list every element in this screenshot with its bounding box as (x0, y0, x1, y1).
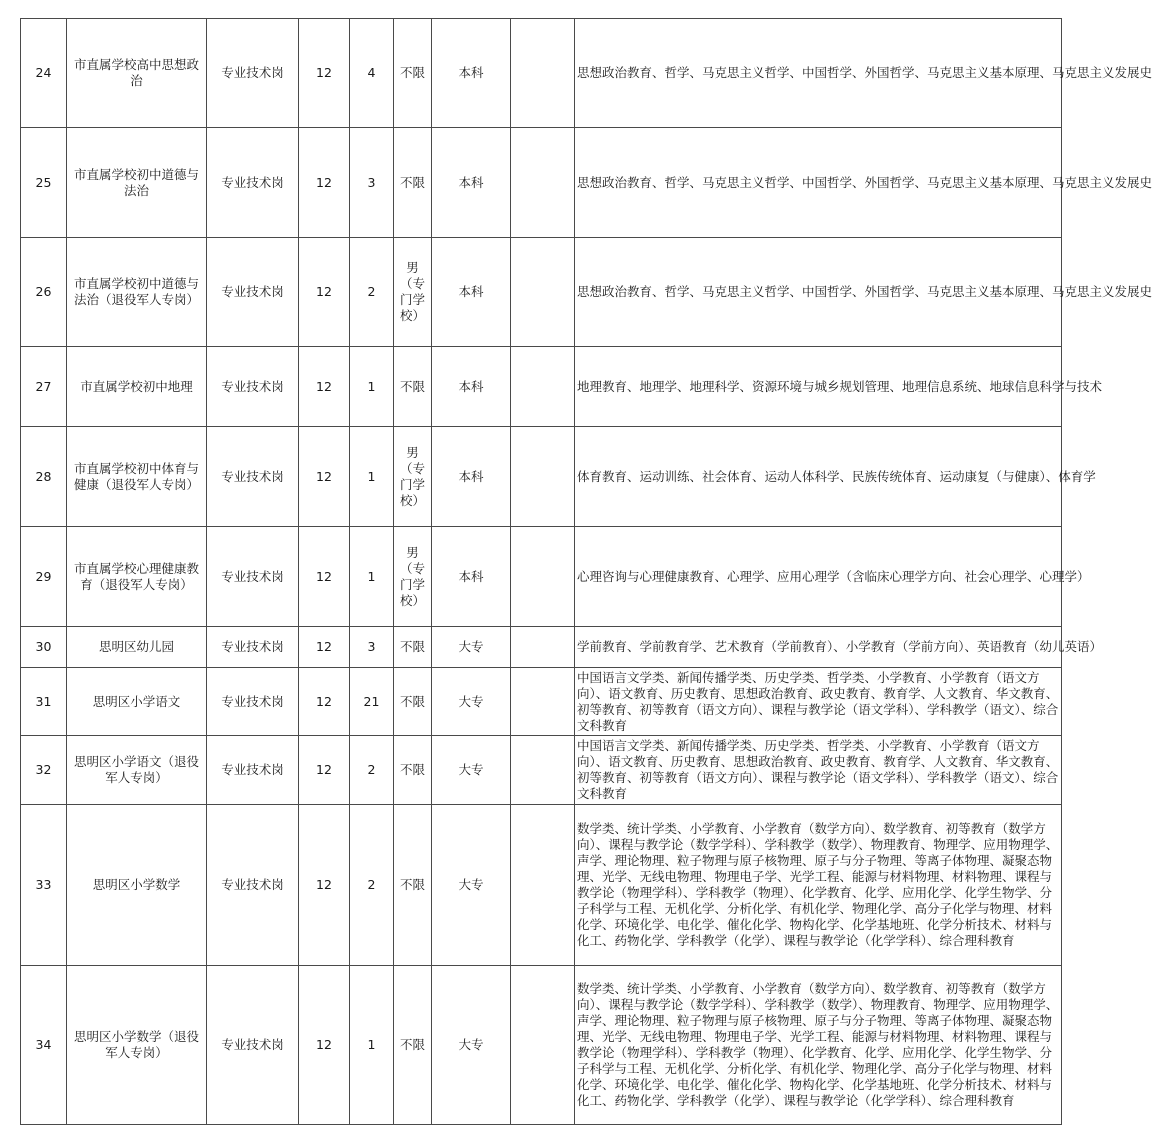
recruitment-table (20, 18, 1152, 1125)
education-level: 本科 (432, 427, 511, 527)
education-level: 本科 (432, 527, 511, 627)
row-number: 28 (21, 427, 67, 527)
position-name: 市直属学校初中道德与法治 (67, 128, 207, 238)
table-row (21, 668, 1062, 736)
position-name: 思明区小学数学（退役军人专岗） (67, 966, 207, 1125)
table-row (21, 966, 1062, 1125)
major-text: 思想政治教育、哲学、马克思主义哲学、中国哲学、外国哲学、马克思主义基本原理、马克思主义发展史 (577, 174, 1152, 190)
major-text: 中国语言文学类、新闻传播学类、历史学类、哲学类、小学教育、小学教育（语文方向）、语文教育、历史教育、思想政治教育、政史教育、教育学、人文教育、华文教育、初等教育、初等教育（语文方向）、课程与教学论（语文学科）、学科教学（语文）、综合文科教育 (577, 738, 1059, 801)
table-row (21, 736, 1062, 805)
table-row (21, 427, 1062, 527)
post-grade: 12 (299, 668, 350, 736)
major-requirement (575, 805, 1062, 966)
position-name: 市直属学校初中道德与法治（退役军人专岗） (67, 238, 207, 347)
gender-requirement: 男（专门学校） (394, 238, 432, 347)
hiring-count: 3 (350, 128, 394, 238)
gender-requirement: 不限 (394, 805, 432, 966)
position-name: 市直属学校初中地理 (67, 347, 207, 427)
post-type: 专业技术岗 (207, 627, 299, 668)
education-level: 大专 (432, 805, 511, 966)
post-type: 专业技术岗 (207, 805, 299, 966)
hiring-count: 1 (350, 966, 394, 1125)
post-type: 专业技术岗 (207, 238, 299, 347)
major-text: 地理教育、地理学、地理科学、资源环境与城乡规划管理、地理信息系统、地球信息科学与技术 (577, 378, 1103, 394)
post-grade: 12 (299, 427, 350, 527)
degree-requirement (511, 19, 575, 128)
education-level: 大专 (432, 627, 511, 668)
degree-requirement (511, 736, 575, 805)
table-row (21, 527, 1062, 627)
degree-requirement (511, 668, 575, 736)
table-row (21, 347, 1062, 427)
education-level: 大专 (432, 668, 511, 736)
degree-requirement (511, 347, 575, 427)
position-name: 思明区小学语文（退役军人专岗） (67, 736, 207, 805)
table-row (21, 19, 1062, 128)
education-level: 本科 (432, 128, 511, 238)
position-name: 思明区小学数学 (67, 805, 207, 966)
gender-requirement: 不限 (394, 627, 432, 668)
major-requirement (575, 128, 1152, 238)
major-requirement (575, 347, 1103, 427)
major-text: 思想政治教育、哲学、马克思主义哲学、中国哲学、外国哲学、马克思主义基本原理、马克思主义发展史 (577, 65, 1152, 80)
post-type: 专业技术岗 (207, 427, 299, 527)
gender-requirement: 不限 (394, 128, 432, 238)
major-requirement (575, 238, 1152, 347)
post-grade: 12 (299, 347, 350, 427)
education-level: 大专 (432, 736, 511, 805)
post-type: 专业技术岗 (207, 966, 299, 1125)
hiring-count: 2 (350, 736, 394, 805)
table-row (21, 128, 1062, 238)
gender-requirement: 不限 (394, 19, 432, 128)
degree-requirement (511, 238, 575, 347)
post-type: 专业技术岗 (207, 736, 299, 805)
position-name: 思明区小学语文 (67, 668, 207, 736)
post-type: 专业技术岗 (207, 527, 299, 627)
hiring-count: 2 (350, 805, 394, 966)
row-number: 25 (21, 128, 67, 238)
position-name: 市直属学校心理健康教育（退役军人专岗） (67, 527, 207, 627)
row-number: 34 (21, 966, 67, 1125)
table-body (21, 19, 1152, 1125)
hiring-count: 1 (350, 527, 394, 627)
degree-requirement (511, 427, 575, 527)
education-level: 本科 (432, 238, 511, 347)
row-number: 30 (21, 627, 67, 668)
post-grade: 12 (299, 238, 350, 347)
gender-requirement: 不限 (394, 736, 432, 805)
post-grade: 12 (299, 627, 350, 668)
row-number: 24 (21, 19, 67, 128)
education-level: 本科 (432, 19, 511, 128)
row-number: 33 (21, 805, 67, 966)
post-grade: 12 (299, 966, 350, 1125)
row-number: 32 (21, 736, 67, 805)
major-text: 中国语言文学类、新闻传播学类、历史学类、哲学类、小学教育、小学教育（语文方向）、语文教育、历史教育、思想政治教育、政史教育、教育学、人文教育、华文教育、初等教育、初等教育（语文方向）、课程与教学论（语文学科）、学科教学（语文）、综合文科教育 (577, 669, 1059, 733)
post-type: 专业技术岗 (207, 19, 299, 128)
table-row (21, 627, 1062, 668)
row-number: 26 (21, 238, 67, 347)
major-text: 心理咨询与心理健康教育、心理学、应用心理学（含临床心理学方向、社会心理学、心理学） (577, 568, 1090, 584)
post-grade: 12 (299, 19, 350, 128)
gender-requirement: 男（专门学校） (394, 427, 432, 527)
row-number: 29 (21, 527, 67, 627)
education-level: 大专 (432, 966, 511, 1125)
post-type: 专业技术岗 (207, 128, 299, 238)
education-level: 本科 (432, 347, 511, 427)
major-text: 体育教育、运动训练、社会体育、运动人体科学、民族传统体育、运动康复（与健康）、体育学 (577, 468, 1096, 484)
table-row (21, 238, 1062, 347)
major-requirement (575, 19, 1152, 128)
post-grade: 12 (299, 527, 350, 627)
hiring-count: 4 (350, 19, 394, 128)
major-requirement (575, 527, 1090, 627)
row-number: 27 (21, 347, 67, 427)
position-name: 市直属学校高中思想政治 (67, 19, 207, 128)
hiring-count: 3 (350, 627, 394, 668)
table-row (21, 805, 1062, 966)
post-type: 专业技术岗 (207, 347, 299, 427)
post-type: 专业技术岗 (207, 668, 299, 736)
hiring-count: 1 (350, 347, 394, 427)
gender-requirement: 男（专门学校） (394, 527, 432, 627)
position-name: 市直属学校初中体育与健康（退役军人专岗） (67, 427, 207, 527)
row-number: 31 (21, 668, 67, 736)
hiring-count: 21 (350, 668, 394, 736)
gender-requirement: 不限 (394, 347, 432, 427)
major-text: 学前教育、学前教育学、艺术教育（学前教育）、小学教育（学前方向）、英语教育（幼儿英语） (577, 639, 1103, 654)
hiring-count: 1 (350, 427, 394, 527)
major-requirement (575, 736, 1062, 805)
degree-requirement (511, 966, 575, 1125)
major-requirement (575, 966, 1062, 1125)
major-requirement (575, 627, 1103, 668)
major-requirement (575, 427, 1096, 527)
major-text: 数学类、统计学类、小学教育、小学教育（数学方向）、数学教育、初等教育（数学方向）、课程与教学论（数学学科）、学科教学（数学）、物理教育、物理学、应用物理学、声学、理论物理、粒子物理与原子核物理、原子与分子物理、等离子体物理、凝聚态物理、光学、无线电物理、物理电子学、光学工程、能源与材料物理、材料物理、课程与教学论（物理学科）、学科教学（物理）、化学教育、化学、应用化学、化学生物学、分子科学与工程、无机化学、分析化学、有机化学、物理化学、高分子化学与物理、材料化学、环境化学、电化学、催化化学、物构化学、化学基地班、化学分析技术、材料与化工、药物化学、学科教学（化学）、课程与教学论（化学学科）、综合理科教育 (577, 981, 1059, 1108)
degree-requirement (511, 128, 575, 238)
post-grade: 12 (299, 736, 350, 805)
degree-requirement (511, 527, 575, 627)
major-text: 数学类、统计学类、小学教育、小学教育（数学方向）、数学教育、初等教育（数学方向）、课程与教学论（数学学科）、学科教学（数学）、物理教育、物理学、应用物理学、声学、理论物理、粒子物理与原子核物理、原子与分子物理、等离子体物理、凝聚态物理、光学、无线电物理、物理电子学、光学工程、能源与材料物理、材料物理、课程与教学论（物理学科）、学科教学（物理）、化学教育、化学、应用化学、化学生物学、分子科学与工程、无机化学、分析化学、有机化学、物理化学、高分子化学与物理、材料化学、环境化学、电化学、催化化学、物构化学、化学基地班、化学分析技术、材料与化工、药物化学、学科教学（化学）、课程与教学论（化学学科）、综合理科教育 (577, 821, 1059, 948)
gender-requirement: 不限 (394, 966, 432, 1125)
degree-requirement (511, 627, 575, 668)
post-grade: 12 (299, 805, 350, 966)
gender-requirement: 不限 (394, 668, 432, 736)
major-requirement (575, 668, 1062, 736)
hiring-count: 2 (350, 238, 394, 347)
major-text: 思想政治教育、哲学、马克思主义哲学、中国哲学、外国哲学、马克思主义基本原理、马克思主义发展史 (577, 284, 1152, 299)
degree-requirement (511, 805, 575, 966)
position-name: 思明区幼儿园 (67, 627, 207, 668)
post-grade: 12 (299, 128, 350, 238)
